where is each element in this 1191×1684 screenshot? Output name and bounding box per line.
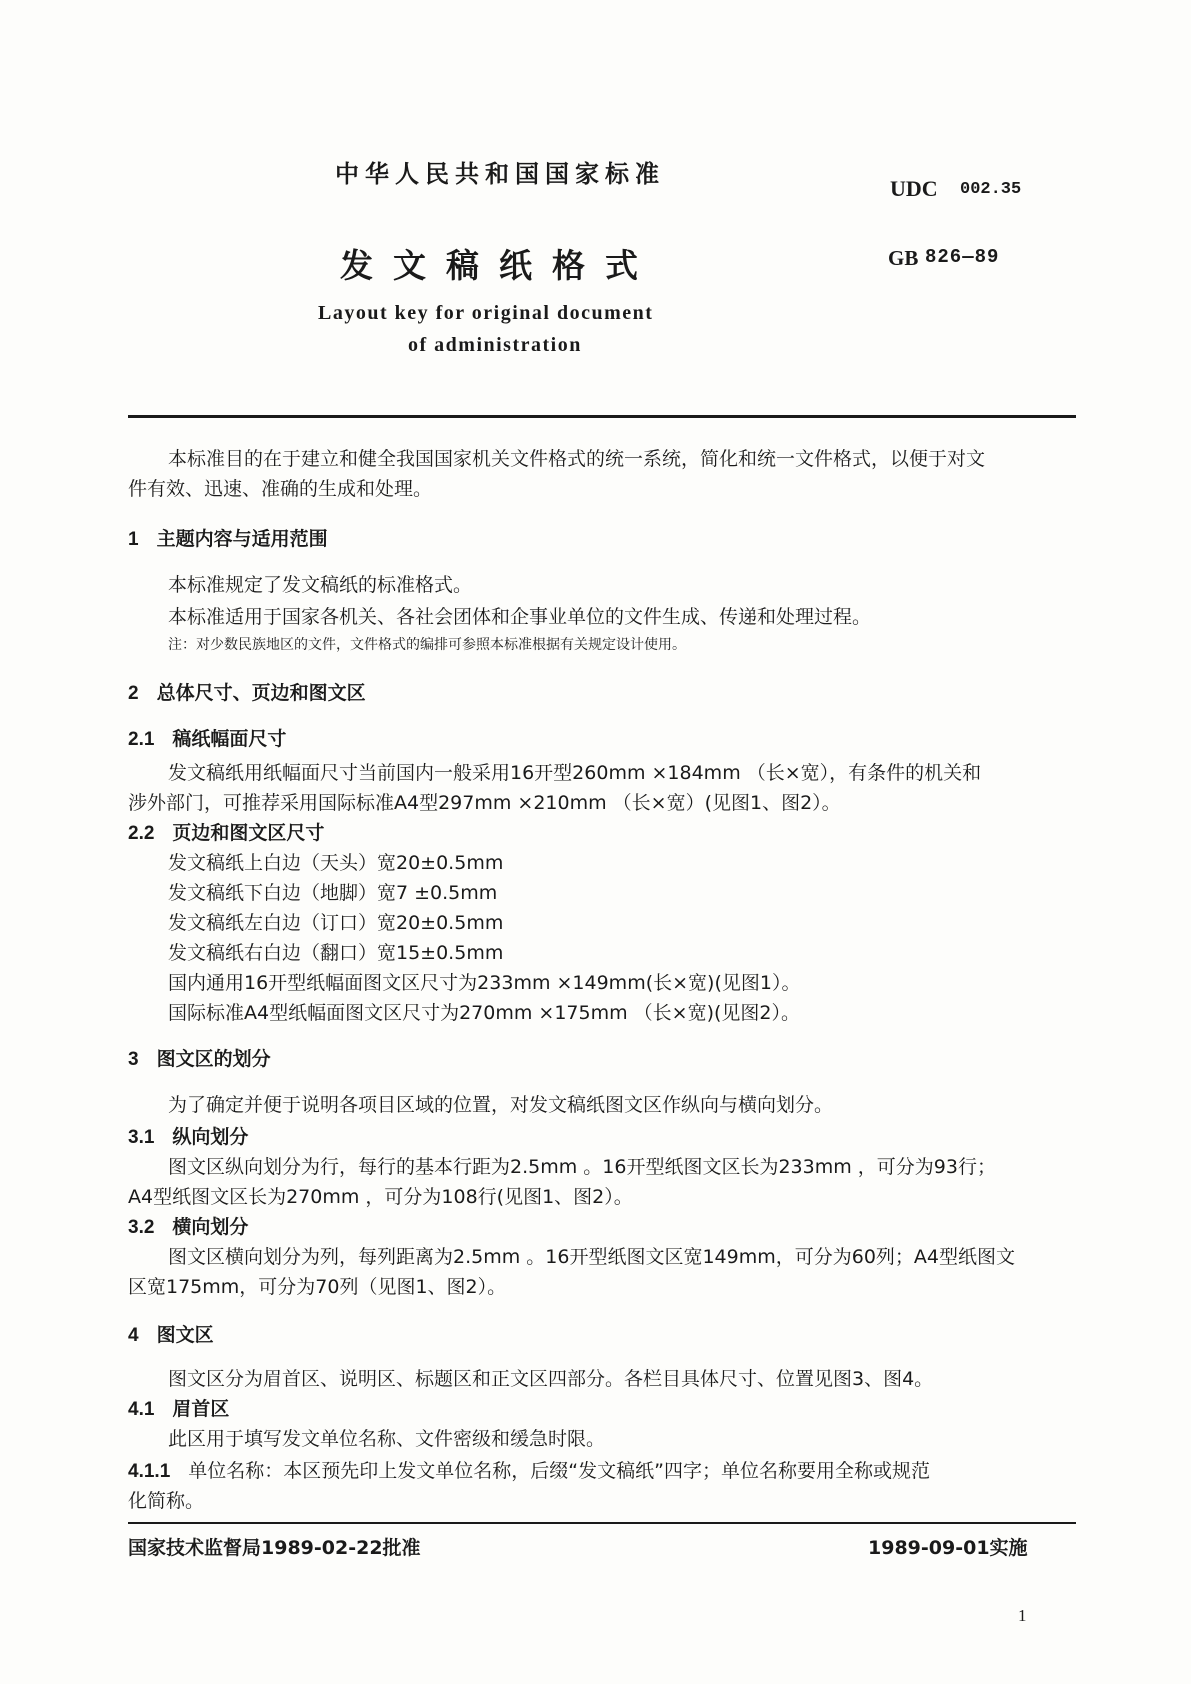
section-2-2-number: 2.2	[128, 823, 155, 844]
section-1-title: 主题内容与适用范围	[156, 528, 328, 550]
effective-date: 1989-09-01实施	[868, 1537, 1028, 1559]
section-1-note: 注：对少数民族地区的文件，文件格式的编排可参照本标准根据有关规定设计使用。	[168, 637, 686, 653]
section-1-paragraph-1: 本标准规定了发文稿纸的标准格式。	[168, 574, 473, 596]
section-3-1-number: 3.1	[128, 1127, 155, 1148]
udc-label: UDC	[890, 176, 938, 201]
issuer-title: 中华人民共和国国家标准	[335, 160, 665, 188]
footer-divider	[128, 1522, 1076, 1524]
section-4-number: 4	[128, 1325, 139, 1346]
section-2-1-line-2: 涉外部门，可推荐采用国际标准A4型297mm ×210mm （长×宽）(见图1、图2）。	[128, 792, 841, 814]
intro-line-2: 件有效、迅速、准确的生成和处理。	[128, 478, 433, 500]
document-title-en-line1: Layout key for original document	[318, 302, 654, 324]
section-3-title: 图文区的划分	[156, 1048, 271, 1070]
section-1-number: 1	[128, 529, 139, 550]
document-title-en-line2: of administration	[408, 334, 582, 356]
section-3-1-title: 纵向划分	[172, 1126, 249, 1148]
section-2-number: 2	[128, 683, 139, 704]
section-3-1-line-2: A4型纸图文区长为270mm ，可分为108行(见图1、图2）。	[128, 1186, 633, 1208]
gb-code: 826—89	[925, 246, 1000, 268]
section-2-1-number: 2.1	[128, 729, 155, 750]
section-2-2-title: 页边和图文区尺寸	[172, 822, 325, 844]
section-4-1-1-line-2: 化简称。	[128, 1490, 205, 1512]
section-2-1-heading	[128, 724, 286, 751]
section-4-title: 图文区	[156, 1324, 214, 1346]
section-4-1-1-number: 4.1.1	[128, 1461, 171, 1482]
section-4-1-1-line-1	[128, 1456, 930, 1483]
section-3-paragraph: 为了确定并便于说明各项目区域的位置，对发文稿纸图文区作纵向与横向划分。	[168, 1094, 834, 1116]
section-1-paragraph-2: 本标准适用于国家各机关、各社会团体和企事业单位的文件生成、传递和处理过程。	[168, 606, 872, 628]
section-1-heading	[128, 524, 328, 551]
section-3-1-heading	[128, 1122, 248, 1149]
margin-item: 发文稿纸右白边（翻口）宽15±0.5mm	[168, 942, 504, 964]
section-3-2-number: 3.2	[128, 1217, 155, 1238]
section-4-heading	[128, 1320, 214, 1347]
section-2-1-title: 稿纸幅面尺寸	[172, 728, 287, 750]
page-number: 1	[1018, 1606, 1027, 1625]
section-4-1-1-text: 单位名称：本区预先印上发文单位名称，后缀“发文稿纸”四字；单位名称要用全称或规范	[188, 1460, 930, 1482]
section-2-heading	[128, 678, 366, 705]
section-2-2-heading	[128, 818, 324, 845]
section-4-1-heading	[128, 1394, 229, 1421]
intro-line-1: 本标准目的在于建立和健全我国国家机关文件格式的统一系统，简化和统一文件格式，以便于对文	[168, 448, 986, 470]
section-4-1-number: 4.1	[128, 1399, 155, 1420]
section-4-paragraph: 图文区分为眉首区、说明区、标题区和正文区四部分。各栏目具体尺寸、位置见图3、图4。	[168, 1368, 934, 1390]
approval-date: 国家技术监督局1989-02-22批准	[128, 1537, 421, 1559]
margin-item: 发文稿纸下白边（地脚）宽7 ±0.5mm	[168, 882, 498, 904]
udc-code: 002.35	[960, 180, 1022, 199]
section-3-1-line-1: 图文区纵向划分为行，每行的基本行距为2.5mm 。16开型纸图文区长为233mm ，可分为93行；	[168, 1156, 996, 1178]
section-4-1-title: 眉首区	[172, 1398, 230, 1420]
header-divider	[128, 415, 1076, 418]
section-2-1-line-1: 发文稿纸用纸幅面尺寸当前国内一般采用16开型260mm ×184mm （长×宽），有条件的机关和	[168, 762, 982, 784]
gb-label: GB	[888, 246, 919, 270]
section-3-2-title: 横向划分	[172, 1216, 249, 1238]
margin-item: 国内通用16开型纸幅面图文区尺寸为233mm ×149mm(长×宽)(见图1）。	[168, 972, 801, 994]
section-3-2-heading	[128, 1212, 248, 1239]
section-3-2-line-2: 区宽175mm，可分为70列（见图1、图2）。	[128, 1276, 507, 1298]
margin-item: 国际标准A4型纸幅面图文区尺寸为270mm ×175mm （长×宽)(见图2）。	[168, 1002, 800, 1024]
document-title-cn: 发文稿纸格式	[340, 246, 658, 285]
section-3-2-line-1: 图文区横向划分为列，每列距离为2.5mm 。16开型纸图文区宽149mm，可分为60列；A4型纸图文	[168, 1246, 1015, 1268]
margin-item: 发文稿纸左白边（订口）宽20±0.5mm	[168, 912, 504, 934]
section-2-title: 总体尺寸、页边和图文区	[156, 682, 366, 704]
margin-item: 发文稿纸上白边（天头）宽20±0.5mm	[168, 852, 504, 874]
section-3-number: 3	[128, 1049, 139, 1070]
section-3-heading	[128, 1044, 271, 1071]
section-4-1-paragraph: 此区用于填写发文单位名称、文件密级和缓急时限。	[168, 1428, 606, 1450]
